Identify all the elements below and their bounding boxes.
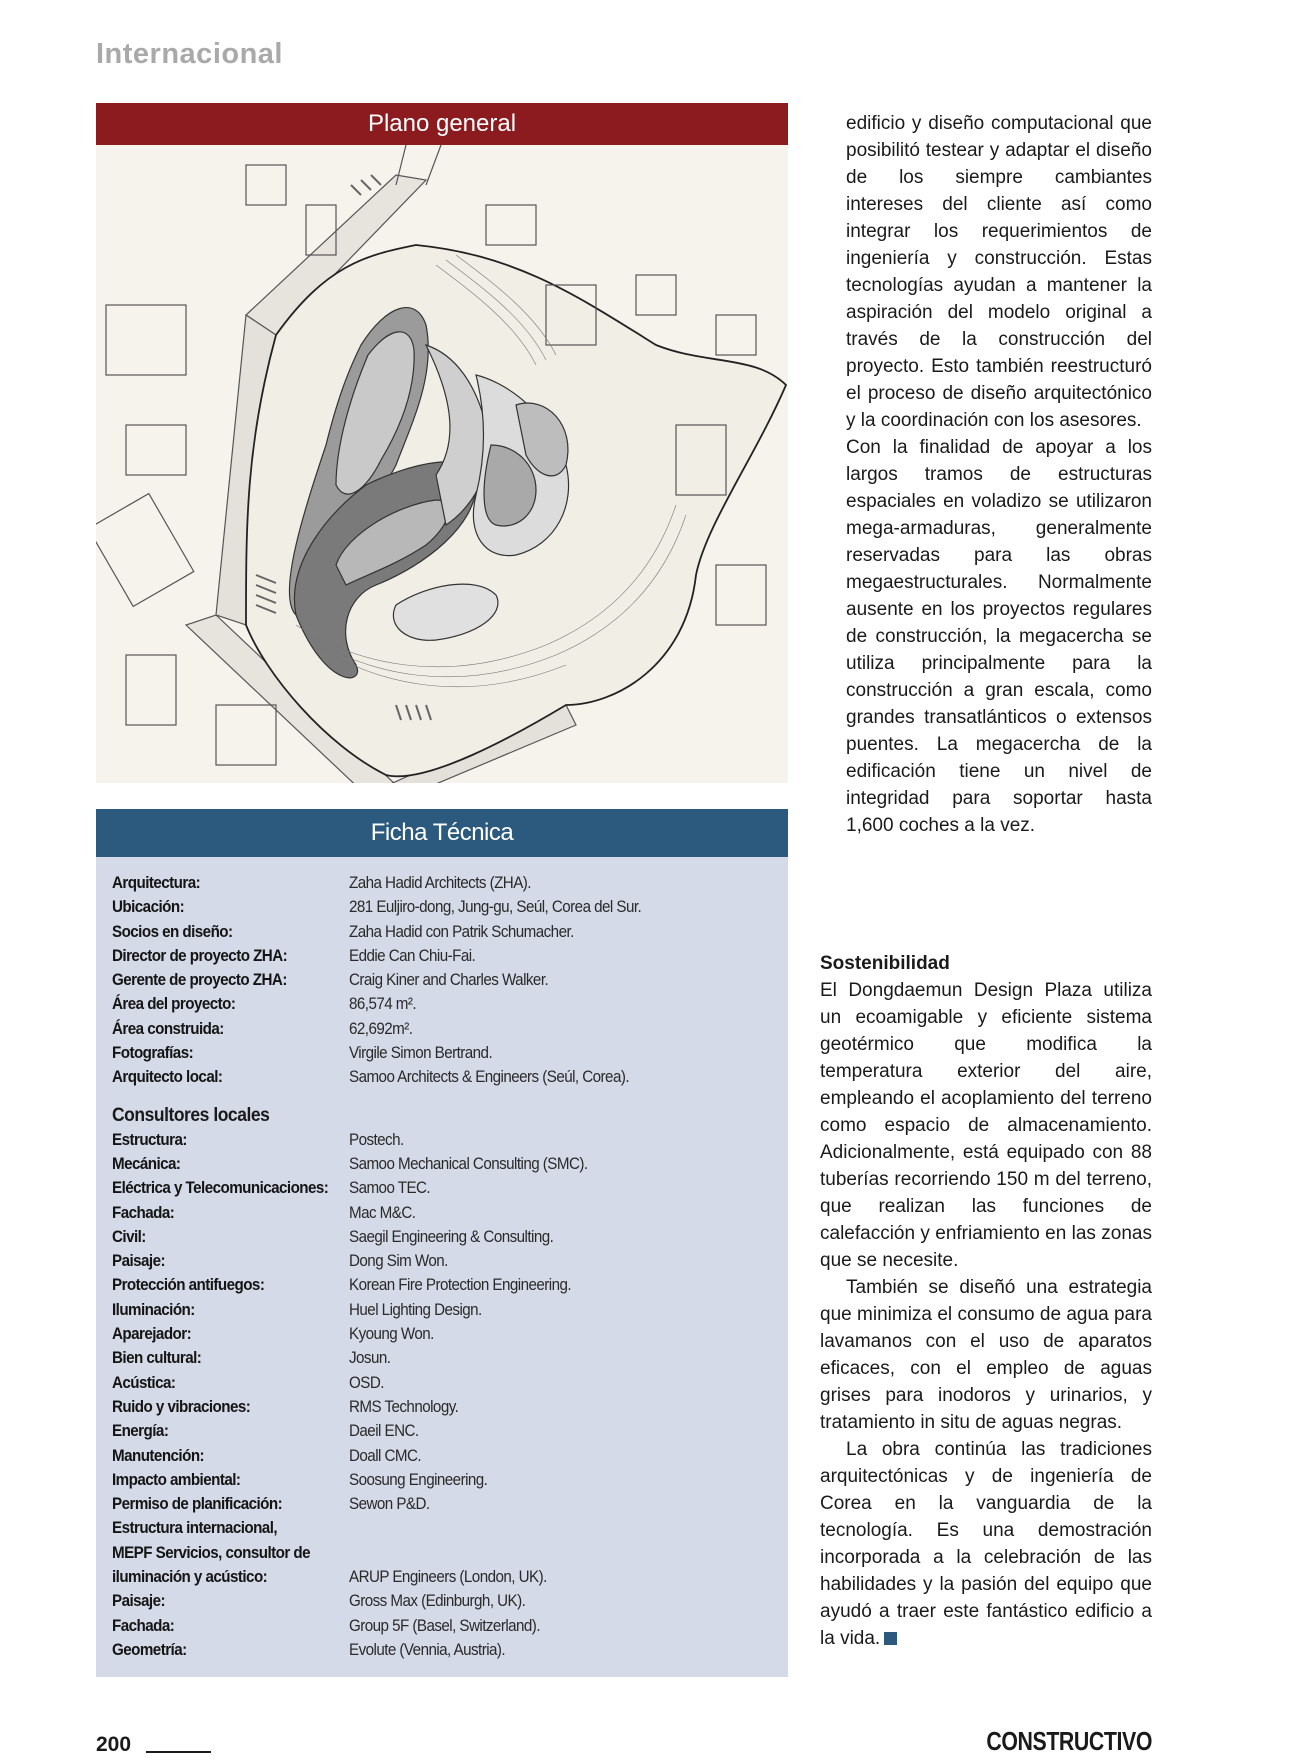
spec-row: [112, 1017, 788, 1041]
end-mark-icon: [884, 1632, 897, 1645]
spec-row: [112, 1395, 788, 1419]
article-paragraph: El Dongdaemun Design Plaza utiliza un ecoamigable y eficiente sistema geotérmico que modifica la temperatura exterior del aire, empleando el acoplamiento del terreno como espacio de almacenamiento. Adicionalmente, está equipado con 88 tuberías recorriendo 150 m del terreno, que realizan las funciones de calefacción y enfriamiento en las zonas que se necesite.: [820, 980, 1152, 1271]
spec-value: ARUP Engineers (London, UK).: [349, 1568, 547, 1587]
spec-value: 86,574 m².: [349, 995, 417, 1014]
spec-value: Zaha Hadid con Patrik Schumacher.: [349, 922, 574, 941]
spec-row: [112, 871, 788, 895]
spec-row: [112, 1273, 788, 1297]
spec-value: Eddie Can Chiu-Fai.: [349, 946, 476, 965]
spec-row: [112, 968, 788, 992]
article-paragraph: También se diseñó una estrategia que minimiza el consumo de agua para lavamanos con el uso de aparatos eficaces, con el empleo de aguas grises para inodoros y urinarios, y tratamiento in situ de aguas negras.: [820, 1277, 1152, 1433]
spec-row: [112, 1225, 788, 1249]
spec-label: Fachada:: [112, 1616, 175, 1635]
spec-row: [112, 1201, 788, 1225]
spec-value: Saegil Engineering & Consulting.: [349, 1227, 554, 1246]
spec-label: Estructura:: [112, 1130, 187, 1149]
spec-value: Craig Kiner and Charles Walker.: [349, 971, 549, 990]
spec-value: Doall CMC.: [349, 1446, 422, 1465]
spec-row: [112, 1638, 788, 1662]
spec-row: [112, 992, 788, 1016]
spec-row: [112, 1565, 788, 1589]
spec-row: [112, 1065, 788, 1089]
spec-value: Mac M&C.: [349, 1203, 416, 1222]
technical-sheet-panel: [96, 809, 788, 1677]
spec-row: [112, 1128, 788, 1152]
spec-label: Civil:: [112, 1227, 146, 1246]
spec-label: Manutención:: [112, 1446, 205, 1465]
spec-row: [112, 1614, 788, 1638]
spec-row: [112, 1589, 788, 1613]
spec-label: Gerente de proyecto ZHA:: [112, 971, 287, 990]
article-paragraph: [820, 1436, 1152, 1652]
spec-value: Postech.: [349, 1130, 404, 1149]
spec-value: Evolute (Vennia, Austria).: [349, 1640, 506, 1659]
spec-value: 62,692m².: [349, 1019, 413, 1038]
spec-value: [349, 1541, 753, 1565]
spec-value: [349, 1516, 753, 1540]
technical-sheet-body: [96, 857, 788, 1662]
spec-row: [112, 1346, 788, 1370]
spec-row: [112, 944, 788, 968]
spec-label: Arquitectura:: [112, 874, 201, 892]
spec-row: [112, 1419, 788, 1443]
spec-value: Daeil ENC.: [349, 1422, 419, 1441]
spec-label: Impacto ambiental:: [112, 1470, 241, 1489]
spec-label: Protección antifuegos:: [112, 1276, 265, 1295]
spec-label: iluminación y acústico:: [112, 1568, 268, 1587]
spec-row: [112, 1492, 788, 1516]
spec-label: Energía:: [112, 1422, 169, 1441]
spec-row: [112, 1298, 788, 1322]
article-column-bottom: [820, 950, 1152, 1652]
spec-label: MEPF Servicios, consultor de: [112, 1543, 310, 1562]
spec-label: Paisaje:: [112, 1252, 165, 1271]
spec-value: Korean Fire Protection Engineering.: [349, 1276, 572, 1295]
spec-label: Ruido y vibraciones:: [112, 1397, 251, 1416]
spec-label: Geometría:: [112, 1640, 187, 1659]
spec-value: Josun.: [349, 1349, 391, 1368]
spec-label: Ubicación:: [112, 898, 185, 917]
spec-label: Fotografías:: [112, 1044, 194, 1063]
section-heading: Sostenibilidad: [820, 953, 950, 974]
spec-row: [112, 1371, 788, 1395]
spec-label: Permiso de planificación:: [112, 1495, 283, 1514]
spec-row: [112, 920, 788, 944]
spec-row: [112, 895, 788, 919]
spec-row: [112, 1444, 788, 1468]
spec-value: Soosung Engineering.: [349, 1470, 488, 1489]
technical-sheet-subtitle: Consultores locales: [112, 1104, 270, 1126]
article-paragraph-text: La obra continúa las tradiciones arquitectónicas y de ingeniería de Corea en la vanguardia de la tecnología. Es una demostración incorporada a la celebración de las habilidades y la pasión del equipo que ayudó a traer este fantástico edificio a la vida.: [820, 1439, 1152, 1649]
spec-value: Gross Max (Edinburgh, UK).: [349, 1592, 526, 1611]
spec-label: Acústica:: [112, 1373, 176, 1392]
magazine-brand: CONSTRUCTIVO: [986, 1726, 1152, 1756]
spec-value: Dong Sim Won.: [349, 1252, 448, 1271]
spec-value: Samoo Mechanical Consulting (SMC).: [349, 1154, 588, 1173]
spec-value: Sewon P&D.: [349, 1495, 430, 1514]
spec-label: Aparejador:: [112, 1325, 192, 1344]
spec-label: Director de proyecto ZHA:: [112, 946, 288, 965]
spec-label: Bien cultural:: [112, 1349, 202, 1368]
spec-value: OSD.: [349, 1373, 384, 1392]
spec-row: [112, 1322, 788, 1346]
spec-label: Paisaje:: [112, 1592, 165, 1611]
site-plan-title: Plano general: [96, 103, 788, 145]
spec-value: Kyoung Won.: [349, 1325, 434, 1344]
spec-label: Eléctrica y Telecomunicaciones:: [112, 1179, 329, 1198]
spec-label: Iluminación:: [112, 1300, 195, 1319]
page-number: 200: [96, 1733, 132, 1756]
spec-value: Huel Lighting Design.: [349, 1300, 482, 1319]
spec-label: Arquitecto local:: [112, 1068, 223, 1087]
spec-label: Fachada:: [112, 1203, 175, 1222]
spec-row: [112, 1468, 788, 1492]
spec-label: Área del proyecto:: [112, 995, 236, 1014]
spec-row: [112, 1541, 788, 1565]
spec-value: 281 Euljiro-dong, Jung-gu, Seúl, Corea del Sur.: [349, 898, 642, 917]
spec-label: Estructura internacional,: [112, 1519, 278, 1538]
spec-label: Socios en diseño:: [112, 922, 233, 941]
spec-value: Group 5F (Basel, Switzerland).: [349, 1616, 540, 1635]
spec-row: [112, 1249, 788, 1273]
article-paragraph: Con la finalidad de apoyar a los largos tramos de estructuras espaciales en voladizo se utilizaron mega-armaduras, generalmente reservadas para las obras megaestructurales. Normalmente ausente en los proyectos regulares de construcción, la megacercha se utiliza principalmente para la construcción a gran escala, como grandes transatlánticos o extensos puentes. La megacercha de la edificación tiene un nivel de integridad para soportar hasta 1,600 coches a la vez.: [846, 437, 1152, 836]
site-plan-drawing: [96, 145, 788, 783]
footer-rule: [146, 1751, 211, 1753]
spec-value: Zaha Hadid Architects (ZHA).: [349, 874, 531, 892]
technical-sheet-title: Ficha Técnica: [96, 809, 788, 857]
spec-row: [112, 1516, 788, 1540]
spec-value: Virgile Simon Bertrand.: [349, 1044, 493, 1063]
section-label: Internacional: [96, 38, 283, 70]
article-column-top: [846, 110, 1152, 839]
spec-label: Mecánica:: [112, 1154, 181, 1173]
spec-label: Área construida:: [112, 1019, 224, 1038]
spec-row: [112, 1041, 788, 1065]
article-paragraph: edificio y diseño computacional que posibilitó testear y adaptar el diseño de los siempre cambiantes intereses del cliente así como integrar los requerimientos de ingeniería y construcción. Estas tecnologías ayudan a mantener la aspiración del modelo original a través de la construcción del proyecto. Esto también reestructuró el proceso de diseño arquitectónico y la coordinación con los asesores.: [846, 113, 1152, 431]
spec-value: RMS Technology.: [349, 1397, 459, 1416]
spec-value: Samoo TEC.: [349, 1179, 431, 1198]
spec-value: Samoo Architects & Engineers (Seúl, Corea).: [349, 1068, 630, 1087]
spec-row: [112, 1152, 788, 1176]
site-plan-panel: [96, 103, 788, 783]
spec-row: [112, 1176, 788, 1200]
